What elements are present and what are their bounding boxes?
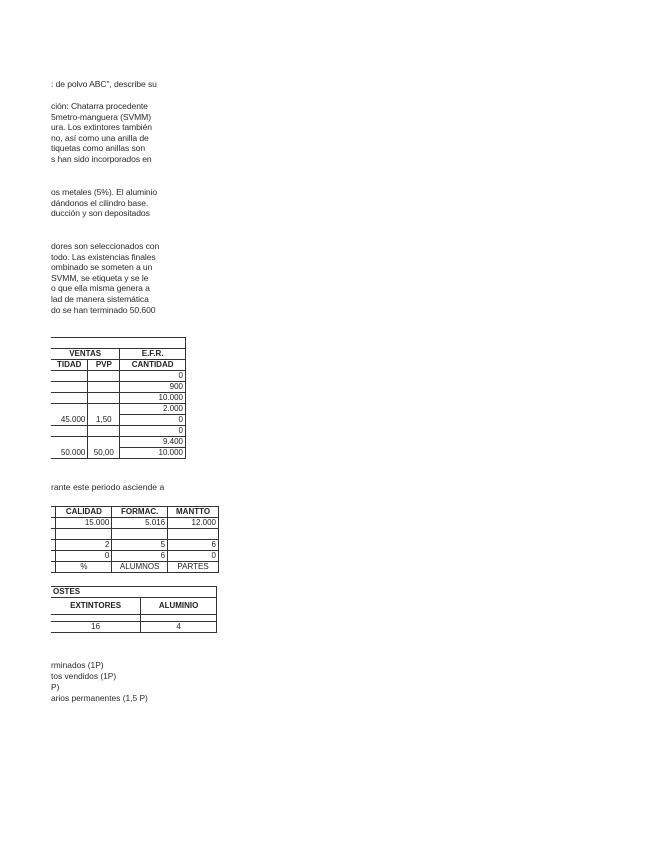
- paragraph-metals: [51, 187, 191, 219]
- table-cell: [51, 338, 186, 349]
- table-row: [51, 426, 186, 437]
- paragraph-line: tiquetas como anillas son: [51, 143, 145, 154]
- group-header-efr: E.F.R.: [120, 349, 186, 360]
- column-header: FORMAC.: [112, 507, 168, 518]
- paragraph-line: ombinado se someten a un: [51, 262, 153, 273]
- paragraph-line: s han sido incorporados en: [51, 153, 152, 164]
- paragraph-materials: [51, 101, 191, 165]
- paragraph-intro: [51, 79, 191, 90]
- table-cell: [88, 437, 120, 448]
- column-header: CANTIDAD: [120, 360, 186, 371]
- table-row: [51, 404, 186, 415]
- table-row: [51, 518, 219, 529]
- table-row: [51, 540, 219, 551]
- table-row: [51, 562, 219, 573]
- paragraph-line: o que ella misma genera a: [51, 283, 150, 294]
- table-row: [51, 529, 219, 540]
- table-row: [51, 587, 217, 598]
- table-row: [51, 382, 186, 393]
- table-row: [51, 437, 186, 448]
- table-row: [51, 448, 186, 459]
- table-row: [51, 507, 219, 518]
- unit-label: PARTES: [168, 562, 219, 573]
- column-header: MANTTO: [168, 507, 219, 518]
- table-row: [51, 393, 186, 404]
- table-cell: 0: [168, 551, 219, 562]
- column-header: EXTINTORES: [51, 598, 141, 615]
- paragraph-line: SVMM, se etiqueta y se le: [51, 272, 149, 283]
- table-cell: 2.000: [120, 404, 186, 415]
- table-cell: 2: [56, 540, 112, 551]
- table-cell: 0: [120, 415, 186, 426]
- paragraph-line: ura. Los extintores también: [51, 122, 152, 133]
- table-cell: 15.000: [56, 518, 112, 529]
- table-cell: [51, 404, 88, 415]
- period-sentence: rante este periodo asciende a: [51, 482, 165, 492]
- table-cell: 50.000: [51, 448, 88, 459]
- table-row: [51, 360, 186, 371]
- table-cell: [56, 529, 112, 540]
- table-cell: [88, 382, 120, 393]
- unit-label: %: [56, 562, 112, 573]
- table-cell: [112, 529, 168, 540]
- table-row: [51, 615, 217, 622]
- table-cell: 1,50: [88, 415, 120, 426]
- table-cell: [88, 426, 120, 437]
- paragraph-line: todo. Las existencias finales: [51, 251, 156, 262]
- paragraph-line: os metales (5%). El aluminio: [51, 187, 158, 197]
- table-cell: 6: [168, 540, 219, 551]
- sales-table: [51, 337, 186, 459]
- table-cell: 5: [112, 540, 168, 551]
- list-item: rminados (1P): [51, 660, 104, 670]
- table-cell: [51, 437, 88, 448]
- column-header: TIDAD: [51, 360, 88, 371]
- paragraph-line: lad de manera sistemática: [51, 293, 149, 304]
- table-cell: 4: [141, 622, 217, 633]
- paragraph-line: do se han terminado 50.600: [51, 304, 156, 315]
- table-cell: 10.000: [120, 393, 186, 404]
- paragraph-line: ducción y son depositados: [51, 208, 150, 219]
- list-item: P): [51, 682, 60, 692]
- table-cell: [88, 404, 120, 415]
- table-cell: 45.000: [51, 415, 88, 426]
- table-cell: 5.016: [112, 518, 168, 529]
- table-cell: 900: [120, 382, 186, 393]
- table-cell: [51, 371, 88, 382]
- column-header: CALIDAD: [56, 507, 112, 518]
- table-cell: [168, 529, 219, 540]
- table-cell: 6: [112, 551, 168, 562]
- paragraph-line: 5metro-manguera (SVMM): [51, 111, 151, 122]
- table-cell: [88, 393, 120, 404]
- table-cell: [88, 371, 120, 382]
- table-cell: 50,00: [88, 448, 120, 459]
- list-item: arios permanentes (1,5 P): [51, 693, 148, 703]
- table-cell: 0: [120, 371, 186, 382]
- table-row: [51, 349, 186, 360]
- table-cell: [51, 393, 88, 404]
- list-item: tos vendidos (1P): [51, 671, 117, 681]
- paragraph-line: dándonos el cilindro base.: [51, 197, 149, 208]
- table-cell: [51, 615, 141, 622]
- paragraph-line: ción: Chatarra procedente: [51, 101, 148, 111]
- table-cell: 9.400: [120, 437, 186, 448]
- table-cell: 0: [120, 426, 186, 437]
- cost-table: [51, 586, 217, 633]
- table-cell: 16: [51, 622, 141, 633]
- table-cell: [51, 382, 88, 393]
- table-row: [51, 622, 217, 633]
- cost-table-title: OSTES: [51, 587, 217, 598]
- paragraph-line: : de polvo ABC", describe su: [51, 79, 157, 89]
- paragraph-process: [51, 241, 191, 315]
- table-row: [51, 598, 217, 615]
- table-cell: [141, 615, 217, 622]
- table-cell: 10.000: [120, 448, 186, 459]
- unit-label: ALUMNOS: [112, 562, 168, 573]
- activity-table: [51, 506, 219, 573]
- table-cell: 12.000: [168, 518, 219, 529]
- table-row: [51, 338, 186, 349]
- table-row: [51, 371, 186, 382]
- table-row: [51, 415, 186, 426]
- column-header: ALUMINIO: [141, 598, 217, 615]
- column-header: PVP: [88, 360, 120, 371]
- questions-list: [51, 660, 148, 704]
- paragraph-line: dores son seleccionados con: [51, 241, 160, 251]
- table-cell: 0: [56, 551, 112, 562]
- group-header-ventas: VENTAS: [51, 349, 120, 360]
- table-cell: [51, 426, 88, 437]
- table-row: [51, 551, 219, 562]
- paragraph-line: no, así como una anilla de: [51, 132, 149, 143]
